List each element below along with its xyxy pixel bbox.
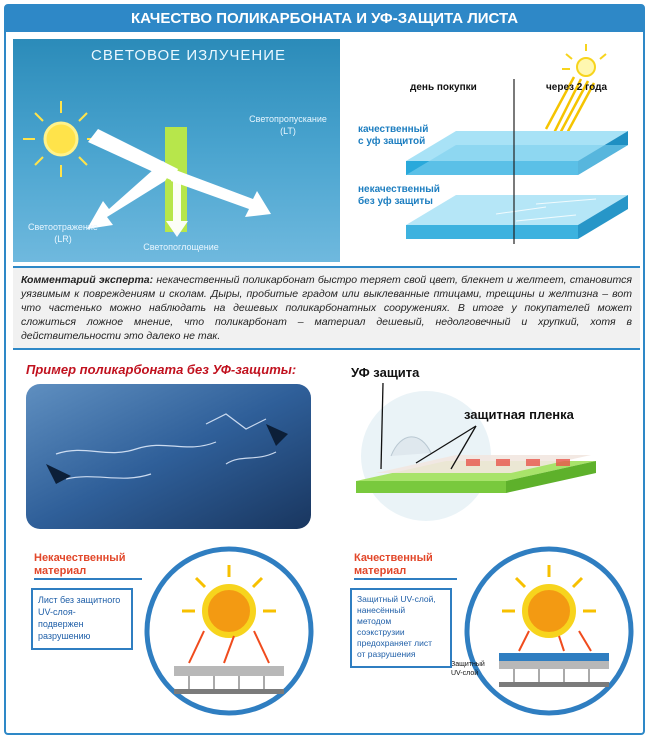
bad-box-3: подвержен — [38, 619, 84, 629]
example-title: Пример поликарбоната без УФ-защиты: — [26, 362, 297, 377]
light-radiation-panel — [13, 39, 340, 262]
bad-title-1: Некачественный — [34, 552, 126, 564]
sheet-comparison-panel — [346, 39, 641, 262]
good-layer-1: Защитный — [451, 661, 485, 668]
reflection-abbr: (LR) — [54, 234, 72, 244]
film-label: защитная пленка — [464, 407, 574, 422]
transmission-abbr: (LT) — [280, 126, 296, 136]
good-layer-2: UV-слой — [451, 670, 479, 677]
quality-label-2: с уф защитой — [358, 136, 426, 147]
small-sun-icon — [562, 44, 606, 76]
good-box-3: методом — [357, 616, 392, 626]
purchase-day-label: день покупки — [410, 82, 477, 93]
quality-label-1: качественный — [358, 124, 429, 135]
bad-box-2: UV-слоя- — [38, 607, 76, 617]
expert-comment — [13, 266, 640, 350]
page-title: КАЧЕСТВО ПОЛИКАРБОНАТА И УФ-ЗАЩИТА ЛИСТА — [6, 6, 643, 32]
bad-label-2: без уф защиты — [358, 196, 433, 207]
comment-label: Комментарий эксперта: — [21, 274, 154, 286]
good-material-diagram — [339, 541, 644, 731]
after-2-years-label: через 2 года — [546, 82, 608, 93]
quality-sheet — [406, 131, 628, 175]
absorption-label: Светопоглощение — [143, 242, 219, 252]
good-box-6: от разрушения — [357, 649, 416, 659]
bad-label-1: некачественный — [358, 184, 440, 195]
reflection-label: Светоотражение — [28, 222, 98, 232]
reflected-ray — [87, 161, 173, 229]
good-box-1: Защитный UV-слой, — [357, 594, 436, 604]
good-title-1: Качественный — [354, 552, 433, 564]
sun-icon — [23, 101, 99, 177]
damaged-sheet-photo — [26, 384, 311, 529]
good-box-2: нанесённый — [357, 605, 406, 615]
bad-title-2: материал — [34, 565, 87, 577]
layer-diagram — [346, 361, 641, 531]
comment-text: некачественный поликарбонат быстро теряет свой цвет, блекнет и желтеет, становится уязвимым к повреждениям и сколам. Дыры, пробитые градом или выклеванные птицами, трещины и желтизна – вот что частенько можно наблюдать на дешевых поликарбонатных сооружениях. В итоге у покупателей может сложиться ложное мнение, что поликарбонат – материал дешевый, недолговечный и хрупкий, хотя в действительности это далеко не так. — [21, 274, 632, 342]
bad-box-4: разрушению — [38, 631, 91, 641]
light-heading: СВЕТОВОЕ ИЗЛУЧЕНИЕ — [91, 47, 287, 64]
bad-material-diagram — [14, 541, 324, 731]
uv-protection-label: УФ защита — [351, 365, 420, 380]
good-box-5: предохраняет лист — [357, 638, 433, 648]
good-box-4: соэкструзии — [357, 627, 405, 637]
bad-sheet — [406, 195, 628, 239]
good-title-2: материал — [354, 565, 407, 577]
infographic-frame — [4, 4, 645, 735]
bad-box-1: Лист без защитного — [38, 595, 121, 605]
transmission-label: Светопропускание — [249, 114, 327, 124]
